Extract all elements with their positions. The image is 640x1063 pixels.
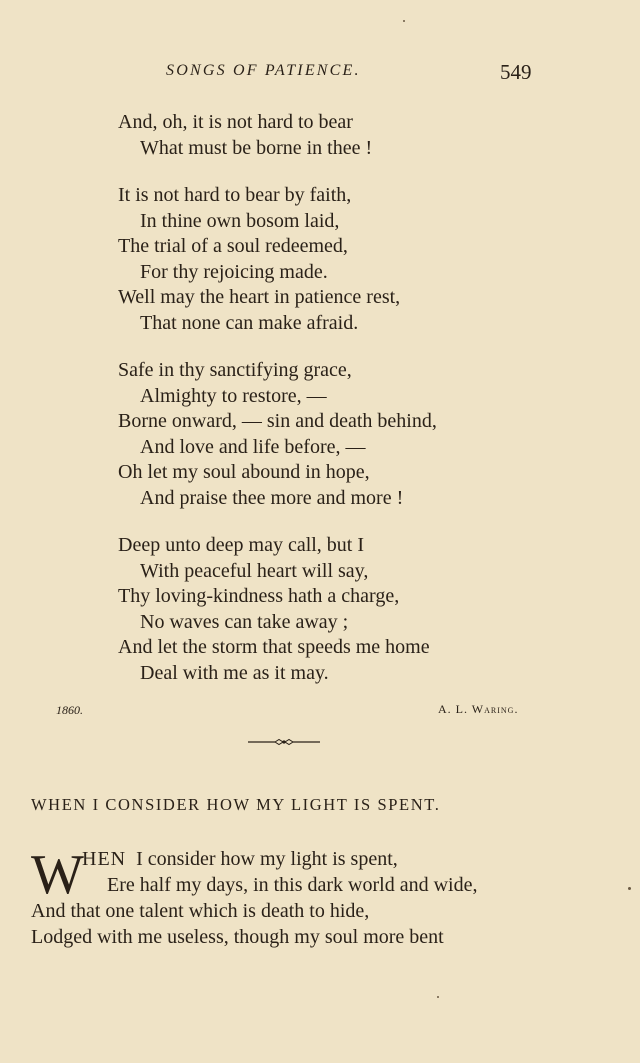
- line-rest: I consider how my light is spent,: [136, 848, 398, 870]
- page-number: 549: [500, 60, 532, 84]
- paper-speck: [403, 20, 405, 22]
- stanza: [118, 183, 618, 336]
- poem-title: WHEN I CONSIDER HOW MY LIGHT IS SPENT.: [31, 795, 441, 814]
- poem-line: The trial of a soul redeemed,: [118, 235, 348, 257]
- paper-speck: [437, 996, 439, 998]
- poem-line: Deal with me as it may.: [140, 661, 329, 684]
- poem-line: Borne onward, — sin and death behind,: [118, 410, 437, 432]
- poem-line: Deep unto deep may call, but I: [118, 534, 365, 556]
- stanza: [118, 533, 618, 686]
- poem-line: With peaceful heart will say,: [140, 559, 369, 582]
- poem-line: What must be borne in thee !: [140, 136, 373, 159]
- poem-line: Well may the heart in patience rest,: [118, 286, 401, 308]
- poem-line: Almighty to restore, —: [140, 384, 327, 407]
- poem-line: Ere half my days, in this dark world and wide,: [107, 874, 478, 896]
- poem-line: In thine own bosom laid,: [140, 209, 340, 232]
- poem-line: No waves can take away ;: [140, 610, 349, 633]
- poem-line: That none can make afraid.: [140, 311, 359, 334]
- stanza: [118, 358, 618, 511]
- stanza: [118, 110, 618, 161]
- poem-line: And praise thee more and more !: [140, 486, 404, 509]
- poem-line: Thy loving-kindness hath a charge,: [118, 585, 400, 607]
- paper-speck: [628, 887, 631, 890]
- poem-author: A. L. Waring.: [438, 702, 519, 716]
- poem-line: For thy rejoicing made.: [140, 260, 328, 283]
- poem-line: And love and life before, —: [140, 435, 366, 458]
- poem-line: Safe in thy sanctifying grace,: [118, 359, 352, 381]
- poem-line: And that one talent which is death to hide,: [31, 900, 370, 922]
- poem-line: And let the storm that speeds me home: [118, 636, 430, 658]
- first-word-rest: HEN: [82, 848, 127, 870]
- poem-year: 1860.: [56, 703, 83, 717]
- poem-line: It is not hard to bear by faith,: [118, 184, 352, 206]
- poem-line: [82, 846, 398, 872]
- running-title: SONGS OF PATIENCE.: [166, 62, 361, 79]
- poem-line: Lodged with me useless, though my soul more bent: [31, 926, 444, 948]
- poem-line: And, oh, it is not hard to bear: [118, 111, 353, 133]
- drop-cap: W: [31, 844, 84, 906]
- poem-waring: [118, 110, 618, 686]
- poem-line: Oh let my soul abound in hope,: [118, 461, 370, 483]
- section-divider-ornament: [248, 736, 320, 748]
